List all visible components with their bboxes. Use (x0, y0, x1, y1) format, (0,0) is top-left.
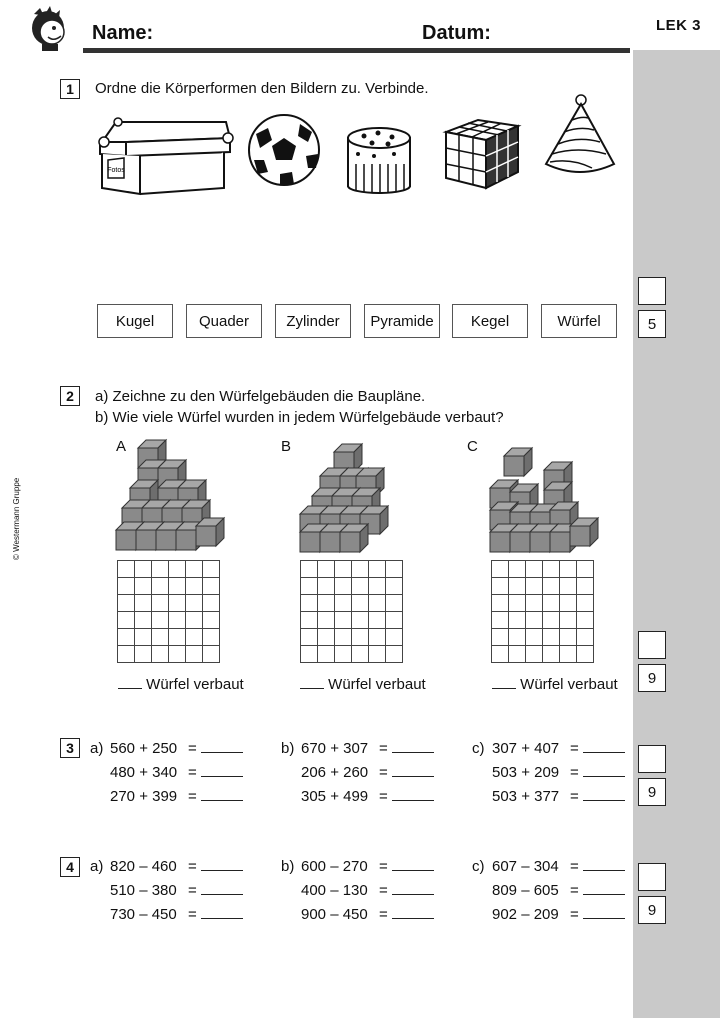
grid-cell[interactable] (118, 646, 135, 663)
grid-cell[interactable] (386, 561, 403, 578)
cube-count-a (118, 676, 244, 693)
grid-cell[interactable] (509, 578, 526, 595)
grid-cell[interactable] (152, 629, 169, 646)
grid-cell[interactable] (186, 629, 203, 646)
expression: 480 + 340 (110, 764, 178, 781)
grid-cell[interactable] (526, 646, 543, 663)
expression: 670 + 307 (301, 740, 369, 757)
max-score-task1: 5 (638, 310, 666, 338)
answer-blank[interactable] (392, 870, 434, 871)
grid-cell[interactable] (386, 595, 403, 612)
expression: 270 + 399 (110, 788, 178, 805)
equals-sign: = (570, 882, 583, 899)
grid-cell[interactable] (169, 578, 186, 595)
cube-count-label: Würfel verbaut (328, 676, 426, 693)
grid-cell[interactable] (352, 578, 369, 595)
equals-sign: = (570, 788, 583, 805)
cube-face (156, 530, 176, 550)
answer-blank[interactable] (201, 870, 243, 871)
equals-sign: = (188, 882, 201, 899)
calculation-row (110, 764, 243, 781)
date-field[interactable] (495, 42, 625, 43)
grid-cell[interactable] (135, 578, 152, 595)
max-score-task3: 9 (638, 778, 666, 806)
expression: 503 + 377 (492, 788, 560, 805)
header-rule (83, 48, 630, 53)
grid-cell[interactable] (386, 578, 403, 595)
equals-sign: = (379, 764, 392, 781)
answer-blank[interactable] (583, 870, 625, 871)
grid-cell[interactable] (203, 629, 220, 646)
grid-cell[interactable] (369, 578, 386, 595)
cube-face (570, 526, 590, 546)
grid-cell[interactable] (369, 612, 386, 629)
column-label: b) (281, 740, 295, 757)
grid-cell[interactable] (352, 561, 369, 578)
grid-cell[interactable] (203, 646, 220, 663)
calculation-row (301, 788, 434, 805)
task2-instruction-a: a) Zeichne zu den Würfelgebäuden die Baupläne. (95, 388, 426, 405)
grid-cell[interactable] (118, 612, 135, 629)
cube-face (530, 532, 550, 552)
answer-blank[interactable] (300, 688, 324, 689)
grid-cell[interactable] (301, 561, 318, 578)
grid-cell[interactable] (386, 612, 403, 629)
expression: 809 – 605 (492, 882, 559, 899)
equals-sign: = (379, 740, 392, 757)
grid-cell[interactable] (169, 561, 186, 578)
cube-face (300, 532, 320, 552)
calculation-row (492, 740, 625, 757)
calculation-row (110, 858, 243, 875)
grid-cell[interactable] (135, 612, 152, 629)
shape-card-zylinder[interactable]: Zylinder (275, 304, 351, 338)
building-plan-grid-c[interactable] (491, 560, 594, 663)
cylinder-picture (344, 124, 414, 194)
cube-building-b (290, 436, 420, 556)
shape-card-wuerfel[interactable]: Würfel (541, 304, 617, 338)
grid-cell[interactable] (577, 646, 594, 663)
test-code: LEK 3 (656, 17, 702, 34)
equals-sign: = (379, 882, 392, 899)
grid-cell[interactable] (301, 646, 318, 663)
grid-cell[interactable] (369, 646, 386, 663)
cone-picture (542, 92, 618, 180)
grid-cell[interactable] (492, 646, 509, 663)
grid-cell[interactable] (118, 561, 135, 578)
column-label: a) (90, 858, 104, 875)
answer-blank[interactable] (392, 800, 434, 801)
copyright-note: © Westermann Gruppe (12, 477, 21, 560)
grid-cell[interactable] (169, 629, 186, 646)
equals-sign: = (188, 858, 201, 875)
answer-blank[interactable] (492, 688, 516, 689)
grid-cell[interactable] (318, 629, 335, 646)
grid-cell[interactable] (186, 578, 203, 595)
box-label-fotos: Fotos (107, 167, 125, 174)
name-field[interactable] (162, 42, 407, 43)
building-plan-grid-b[interactable] (300, 560, 403, 663)
grid-cell[interactable] (577, 629, 594, 646)
task1-instruction: Ordne die Körperformen den Bildern zu. Verbinde. (95, 80, 429, 97)
cube-count-b (300, 676, 426, 693)
grid-cell[interactable] (301, 578, 318, 595)
column-label: a) (90, 740, 104, 757)
building-plan-grid-a[interactable] (117, 560, 220, 663)
grid-cell[interactable] (369, 561, 386, 578)
grid-cell[interactable] (509, 612, 526, 629)
grid-cell[interactable] (369, 595, 386, 612)
grid-cell[interactable] (152, 646, 169, 663)
task-number: 4 (60, 857, 80, 877)
grid-cell[interactable] (543, 595, 560, 612)
grid-cell[interactable] (560, 629, 577, 646)
grid-cell[interactable] (169, 612, 186, 629)
shape-card-kegel[interactable]: Kegel (452, 304, 528, 338)
calculation-row (301, 906, 434, 923)
equals-sign: = (188, 740, 201, 757)
grid-cell[interactable] (203, 578, 220, 595)
task2-instruction-b: b) Wie viele Würfel wurden in jedem Würfelgebäude verbaut? (95, 409, 504, 426)
grid-cell[interactable] (543, 646, 560, 663)
cube-face (176, 530, 196, 550)
grid-cell[interactable] (543, 561, 560, 578)
grid-cell[interactable] (335, 646, 352, 663)
column-label: c) (472, 858, 485, 875)
grid-cell[interactable] (492, 629, 509, 646)
calculation-row (301, 764, 434, 781)
expression: 305 + 499 (301, 788, 369, 805)
expression: 307 + 407 (492, 740, 560, 757)
grid-cell[interactable] (152, 578, 169, 595)
grid-cell[interactable] (577, 578, 594, 595)
grid-cell[interactable] (526, 578, 543, 595)
cube-picture (440, 112, 524, 192)
grid-cell[interactable] (509, 561, 526, 578)
grid-cell[interactable] (560, 595, 577, 612)
answer-blank[interactable] (201, 800, 243, 801)
expression: 560 + 250 (110, 740, 178, 757)
grid-cell[interactable] (335, 612, 352, 629)
grid-cell[interactable] (169, 646, 186, 663)
equals-sign: = (188, 788, 201, 805)
building-label-c: C (467, 438, 478, 455)
expression: 206 + 260 (301, 764, 369, 781)
equals-sign: = (570, 858, 583, 875)
grid-cell[interactable] (318, 646, 335, 663)
answer-blank[interactable] (392, 918, 434, 919)
grid-cell[interactable] (352, 595, 369, 612)
expression: 820 – 460 (110, 858, 177, 875)
grid-cell[interactable] (369, 629, 386, 646)
equals-sign: = (188, 764, 201, 781)
grid-cell[interactable] (152, 595, 169, 612)
cube-face (196, 526, 216, 546)
grid-cell[interactable] (560, 561, 577, 578)
grid-cell[interactable] (577, 595, 594, 612)
grid-cell[interactable] (560, 612, 577, 629)
answer-blank[interactable] (583, 800, 625, 801)
grid-cell[interactable] (526, 595, 543, 612)
calculation-row (301, 882, 434, 899)
grid-cell[interactable] (543, 629, 560, 646)
box-picture (96, 112, 236, 198)
grid-cell[interactable] (301, 612, 318, 629)
answer-blank[interactable] (201, 776, 243, 777)
score-input-task3[interactable] (638, 745, 666, 773)
grid-cell[interactable] (118, 595, 135, 612)
grid-cell[interactable] (318, 561, 335, 578)
score-input-task2[interactable] (638, 631, 666, 659)
grid-cell[interactable] (492, 595, 509, 612)
max-score-task2: 9 (638, 664, 666, 692)
cube-face (490, 532, 510, 552)
calculation-row (110, 882, 243, 899)
grid-cell[interactable] (135, 629, 152, 646)
grid-cell[interactable] (186, 561, 203, 578)
equals-sign: = (570, 764, 583, 781)
grid-cell[interactable] (335, 629, 352, 646)
date-label: Datum: (422, 22, 491, 44)
cube-building-a (108, 436, 238, 556)
answer-blank[interactable] (583, 894, 625, 895)
grid-cell[interactable] (386, 629, 403, 646)
grid-cell[interactable] (352, 646, 369, 663)
grid-cell[interactable] (543, 578, 560, 595)
grid-cell[interactable] (492, 612, 509, 629)
equals-sign: = (570, 740, 583, 757)
shape-card-kugel[interactable]: Kugel (97, 304, 173, 338)
building-label-b: B (281, 438, 292, 455)
task-number: 1 (60, 79, 80, 99)
grid-cell[interactable] (577, 561, 594, 578)
expression: 900 – 450 (301, 906, 368, 923)
answer-blank[interactable] (201, 918, 243, 919)
equals-sign: = (379, 858, 392, 875)
cube-face (504, 456, 524, 476)
answer-blank[interactable] (118, 688, 142, 689)
task-number: 3 (60, 738, 80, 758)
calculation-row (492, 764, 625, 781)
cube-face (116, 530, 136, 550)
column-label: c) (472, 740, 485, 757)
cube-face (550, 532, 570, 552)
grid-cell[interactable] (526, 612, 543, 629)
grid-cell[interactable] (560, 578, 577, 595)
calculation-row (492, 788, 625, 805)
building-label-a: A (116, 438, 127, 455)
grid-cell[interactable] (186, 646, 203, 663)
calculation-row (110, 788, 243, 805)
cube-count-c (492, 676, 618, 693)
grid-cell[interactable] (577, 612, 594, 629)
answer-blank[interactable] (583, 776, 625, 777)
grid-cell[interactable] (352, 629, 369, 646)
calculation-row (492, 906, 625, 923)
grid-cell[interactable] (203, 595, 220, 612)
grid-cell[interactable] (492, 561, 509, 578)
grid-cell[interactable] (492, 578, 509, 595)
grid-cell[interactable] (526, 629, 543, 646)
equals-sign: = (188, 906, 201, 923)
calculation-row (110, 906, 243, 923)
expression: 730 – 450 (110, 906, 177, 923)
cube-face (340, 532, 360, 552)
calculation-row (110, 740, 243, 757)
calculation-row (492, 858, 625, 875)
answer-blank[interactable] (392, 894, 434, 895)
grid-cell[interactable] (352, 612, 369, 629)
cube-count-label: Würfel verbaut (520, 676, 618, 693)
expression: 902 – 209 (492, 906, 559, 923)
expression: 503 + 209 (492, 764, 560, 781)
score-input-task4[interactable] (638, 863, 666, 891)
shape-card-pyramide[interactable]: Pyramide (364, 304, 440, 338)
answer-blank[interactable] (392, 752, 434, 753)
task-number: 2 (60, 386, 80, 406)
expression: 600 – 270 (301, 858, 368, 875)
grid-cell[interactable] (509, 646, 526, 663)
equals-sign: = (379, 788, 392, 805)
grid-cell[interactable] (152, 612, 169, 629)
calculation-row (301, 858, 434, 875)
answer-blank[interactable] (201, 894, 243, 895)
expression: 400 – 130 (301, 882, 368, 899)
grid-cell[interactable] (118, 578, 135, 595)
grid-cell[interactable] (335, 595, 352, 612)
grid-cell[interactable] (335, 578, 352, 595)
grid-cell[interactable] (560, 646, 577, 663)
calculation-row (301, 740, 434, 757)
cube-face (136, 530, 156, 550)
expression: 607 – 304 (492, 858, 559, 875)
grid-cell[interactable] (186, 612, 203, 629)
grid-cell[interactable] (203, 561, 220, 578)
grid-cell[interactable] (301, 595, 318, 612)
equals-sign: = (379, 906, 392, 923)
grid-cell[interactable] (203, 612, 220, 629)
answer-blank[interactable] (583, 918, 625, 919)
grid-cell[interactable] (318, 578, 335, 595)
cube-building-c (482, 436, 612, 556)
answer-blank[interactable] (201, 752, 243, 753)
grid-cell[interactable] (509, 629, 526, 646)
name-label: Name: (92, 22, 154, 44)
shape-card-quader[interactable]: Quader (186, 304, 262, 338)
ball-picture (246, 112, 322, 188)
grid-cell[interactable] (186, 595, 203, 612)
grid-cell[interactable] (135, 561, 152, 578)
grid-cell[interactable] (526, 561, 543, 578)
answer-blank[interactable] (392, 776, 434, 777)
calculation-row (492, 882, 625, 899)
mascot-logo (26, 4, 74, 54)
grid-cell[interactable] (135, 646, 152, 663)
grid-cell[interactable] (169, 595, 186, 612)
equals-sign: = (570, 906, 583, 923)
grid-cell[interactable] (318, 595, 335, 612)
grid-cell[interactable] (135, 595, 152, 612)
grid-cell[interactable] (543, 612, 560, 629)
grid-cell[interactable] (318, 612, 335, 629)
grid-cell[interactable] (152, 561, 169, 578)
cube-face (510, 532, 530, 552)
grid-cell[interactable] (301, 629, 318, 646)
grid-cell[interactable] (509, 595, 526, 612)
grid-cell[interactable] (386, 646, 403, 663)
max-score-task4: 9 (638, 896, 666, 924)
cube-face (320, 532, 340, 552)
grid-cell[interactable] (118, 629, 135, 646)
answer-blank[interactable] (583, 752, 625, 753)
score-input-task1[interactable] (638, 277, 666, 305)
grid-cell[interactable] (335, 561, 352, 578)
column-label: b) (281, 858, 295, 875)
cube-count-label: Würfel verbaut (146, 676, 244, 693)
expression: 510 – 380 (110, 882, 177, 899)
